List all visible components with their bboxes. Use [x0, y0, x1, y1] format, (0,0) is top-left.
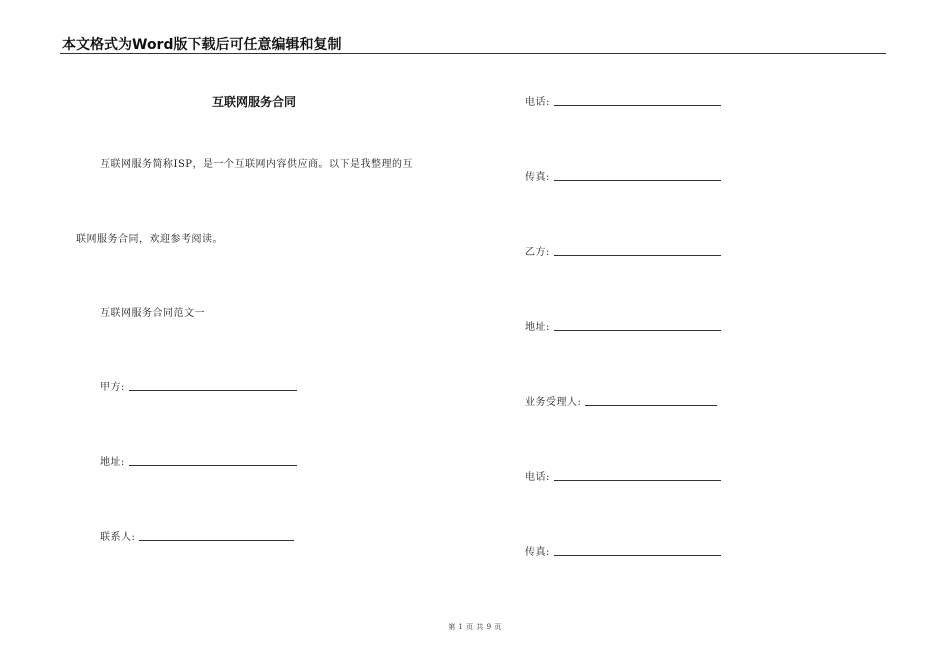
intro-paragraph-line-1: 互联网服务简称ISP，是一个互联网内容供应商。以下是我整理的互	[100, 159, 414, 170]
phone-1-blank	[554, 105, 721, 106]
phone-1-label: 电话:	[525, 97, 550, 108]
contact-field	[100, 528, 294, 543]
fax-1-label: 传真:	[525, 172, 550, 183]
contact-label: 联系人:	[100, 532, 136, 543]
intro-paragraph-line-2: 联网服务合同，欢迎参考阅读。	[76, 234, 223, 245]
document-title: 互联网服务合同	[212, 95, 297, 109]
party-b-label: 乙方:	[525, 247, 550, 258]
fax-2-blank	[554, 555, 721, 556]
party-a-field	[100, 378, 297, 393]
party-a-label: 甲方:	[100, 382, 125, 393]
fax-1-field	[525, 168, 721, 183]
address-a-field	[100, 453, 297, 468]
fax-1-blank	[554, 180, 721, 181]
header-divider	[60, 53, 886, 54]
address-b-field	[525, 318, 721, 333]
party-b-blank	[554, 255, 721, 256]
section-heading: 互联网服务合同范文一	[100, 308, 205, 319]
fax-2-field	[525, 543, 721, 558]
page-number-footer: 第 1 页 共 9 页	[448, 623, 502, 631]
fax-2-label: 传真:	[525, 547, 550, 558]
phone-2-label: 电话:	[525, 472, 550, 483]
address-a-label: 地址:	[100, 457, 125, 468]
contact-blank	[139, 540, 294, 541]
handler-field	[525, 393, 717, 408]
page-header-title: 本文格式为Word版下载后可任意编辑和复制	[62, 37, 342, 53]
phone-2-blank	[554, 480, 721, 481]
party-a-blank	[129, 390, 297, 391]
party-b-field	[525, 243, 721, 258]
phone-1-field	[525, 93, 721, 108]
address-a-blank	[129, 465, 297, 466]
handler-label: 业务受理人:	[525, 397, 582, 408]
address-b-blank	[554, 330, 721, 331]
handler-blank	[585, 405, 717, 406]
phone-2-field	[525, 468, 721, 483]
address-b-label: 地址:	[525, 322, 550, 333]
